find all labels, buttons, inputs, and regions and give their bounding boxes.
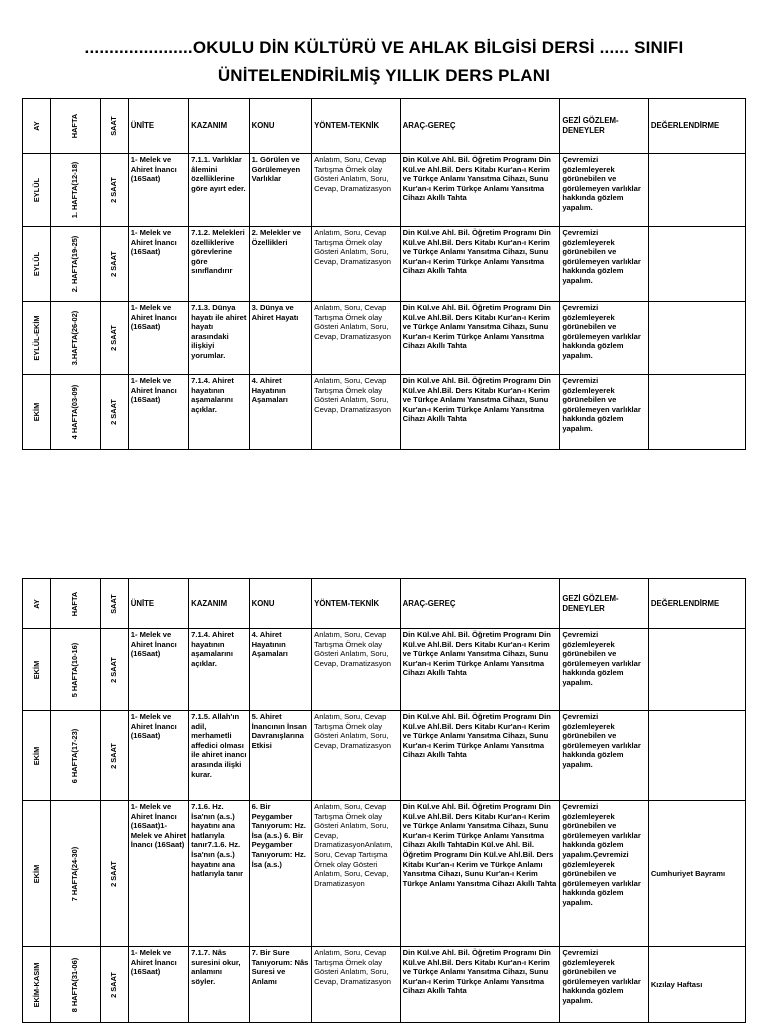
header-arac: ARAÇ-GEREÇ [400,579,560,629]
materials-cell: Din Kül.ve Ahl. Bil. Öğretim Programı Din Kül.ve Ahl.Bil. Ders Kitabı Kur'an-ı Kerim ve Türkçe Anlamı Yansıtma Cihazı, Sunu Kur'an-ı Kerim Türkçe Anlamı Yansıtma Cihazı Akıllı Tahta [400,375,560,450]
document-title: ......................OKULU DİN KÜLTÜRÜ VE AHLAK BİLGİSİ DERSİ ...... SINIFI [84,38,684,57]
method-cell: Anlatım, Soru, Cevap Tartışma Örnek olay Gösteri Anlatım, Soru, Cevap, DramatizasyonAnlatım, Soru, Cevap Tartışma Örnek olay Gösteri Anlatım, Soru, Cevap, Dramatizasyon [312,801,400,947]
unit-cell: 1- Melek ve Ahiret İnancı (16Saat) [128,629,188,711]
topic-cell: 7. Bir Sure Tanıyorum: Nâs Suresi ve Anlamı [249,947,312,1023]
outcome-cell: 7.1.2. Melekleri özelliklerive görevlerine göre sınıflandırır [189,227,249,302]
week-cell: 1. HAFTA(12-18) [51,154,101,227]
materials-cell: Din Kül.ve Ahl. Bil. Öğretim Programı Din Kül.ve Ahl.Bil. Ders Kitabı Kur'an-ı Kerim ve Türkçe Anlamı Yansıtma Cihazı, Sunu Kur'an-ı Kerim Türkçe Anlamı Yansıtma Cihazı Akıllı Tahta [400,711,560,801]
method-cell: Anlatım, Soru, Cevap Tartışma Örnek olay Gösteri Anlatım, Soru, Cevap, Dramatizasyon [312,947,400,1023]
table-row [23,801,746,947]
outcome-cell: 7.1.7. Nâs suresini okur, anlamını söyler. [189,947,249,1023]
month-cell: EKİM [23,629,51,711]
method-cell: Anlatım, Soru, Cevap Tartışma Örnek olay Gösteri Anlatım, Soru, Cevap, Dramatizasyon [312,629,400,711]
hours-cell: 2 SAAT [100,302,128,375]
hours-cell: 2 SAAT [100,375,128,450]
method-cell: Anlatım, Soru, Cevap Tartışma Örnek olay Gösteri Anlatım, Soru, Cevap, Dramatizasyon [312,302,400,375]
observation-cell: Çevremizi gözlemleyerek görünebilen ve görülemeyen varlıklar hakkında gözlem yapalım. [560,302,648,375]
unit-cell: 1- Melek ve Ahiret İnancı (16Saat) [128,711,188,801]
topic-cell: 6. Bir Peygamber Tanıyorum: Hz. İsa (a.s.) 6. Bir Peygamber Tanıyorum: Hz. İsa (a.s.) [249,801,312,947]
outcome-cell: 7.1.5. Allah'ın adil, merhametli affedici olması ile ahiret inancı arasında ilişki kurar. [189,711,249,801]
header-kazanim: KAZANIM [189,579,249,629]
topic-cell: 4. Ahiret Hayatının Aşamaları [249,629,312,711]
hours-cell: 2 SAAT [100,154,128,227]
unit-cell: 1- Melek ve Ahiret İnancı (16Saat) [128,947,188,1023]
header-hafta: HAFTA [51,579,101,629]
table-header-row [23,579,746,629]
evaluation-cell [648,629,745,711]
observation-cell: Çevremizi gözlemleyerek görünebilen ve görülemeyen varlıklar hakkında gözlem yapalım.Çevremizi gözlemleyerek görünebilen ve görülemeyen varlıklar hakkında gözlem yapalım. [560,801,648,947]
header-gezi: GEZİ GÖZLEM-DENEYLER [560,99,648,154]
header-arac: ARAÇ-GEREÇ [400,99,560,154]
header-gezi: GEZİ GÖZLEM-DENEYLER [560,579,648,629]
hours-cell: 2 SAAT [100,629,128,711]
evaluation-cell [648,302,745,375]
hours-cell: 2 SAAT [100,227,128,302]
header-unite: ÜNİTE [128,99,188,154]
materials-cell: Din Kül.ve Ahl. Bil. Öğretim Programı Din Kül.ve Ahl.Bil. Ders Kitabı Kur'an-ı Kerim ve Türkçe Anlamı Yansıtma Cihazı, Sunu Kur'an-ı Kerim Türkçe Anlamı Yansıtma Cihazı Akıllı Tahta [400,302,560,375]
table-header-row [23,99,746,154]
week-cell: 6 HAFTA(17-23) [51,711,101,801]
table-row [23,375,746,450]
evaluation-cell [648,227,745,302]
week-cell: 4 HAFTA(03-09) [51,375,101,450]
week-cell: 2. HAFTA(19-25) [51,227,101,302]
month-cell: EKİM [23,375,51,450]
table-row [23,227,746,302]
month-cell: EYLÜL [23,154,51,227]
outcome-cell: 7.1.6. Hz. İsa'nın (a.s.) hayatını ana hatlarıyla tanır7.1.6. Hz. İsa'nın (a.s.) hayatını ana hatlarıyla tanır [189,801,249,947]
week-cell: 8 HAFTA(31-06) [51,947,101,1023]
method-cell: Anlatım, Soru, Cevap Tartışma Örnek olay Gösteri Anlatım, Soru, Cevap, Dramatizasyon [312,154,400,227]
table-row [23,947,746,1023]
table-row [23,154,746,227]
document-subtitle: ÜNİTELENDİRİLMİŞ YILLIK DERS PLANI [217,66,551,85]
week-cell: 7 HAFTA(24-30) [51,801,101,947]
observation-cell: Çevremizi gözlemleyerek görünebilen ve görülemeyen varlıklar hakkında gözlem yapalım. [560,629,648,711]
materials-cell: Din Kül.ve Ahl. Bil. Öğretim Programı Din Kül.ve Ahl.Bil. Ders Kitabı Kur'an-ı Kerim ve Türkçe Anlamı Yansıtma Cihazı, Sunu Kur'an-ı Kerim Türkçe Anlamı Yansıtma Cihazı Akıllı Tahta [400,947,560,1023]
hours-cell: 2 SAAT [100,711,128,801]
evaluation-cell [648,375,745,450]
header-unite: ÜNİTE [128,579,188,629]
evaluation-cell [648,154,745,227]
topic-cell: 2. Melekler ve Özellikleri [249,227,312,302]
header-konu: KONU [249,579,312,629]
header-yontem: YÖNTEM-TEKNİK [312,579,400,629]
observation-cell: Çevremizi gözlemleyerek görünebilen ve görülemeyen varlıklar hakkında gözlem yapalım. [560,375,648,450]
month-cell: EKİM [23,711,51,801]
header-ay: AY [23,579,51,629]
header-saat: SAAT [100,99,128,154]
outcome-cell: 7.1.3. Dünya hayatı ile ahiret hayatı arasındaki ilişkiyi yorumlar. [189,302,249,375]
plan-table-2 [22,578,746,1023]
month-cell: EYLÜL-EKİM [23,302,51,375]
header-kazanim: KAZANIM [189,99,249,154]
hours-cell: 2 SAAT [100,801,128,947]
evaluation-cell [648,711,745,801]
materials-cell: Din Kül.ve Ahl. Bil. Öğretim Programı Din Kül.ve Ahl.Bil. Ders Kitabı Kur'an-ı Kerim ve Türkçe Anlamı Yansıtma Cihazı, Sunu Kur'an-ı Kerim Türkçe Anlamı Yansıtma Cihazı Akıllı Tahta [400,629,560,711]
header-degerlendirme: DEĞERLENDİRME [648,579,745,629]
header-saat: SAAT [100,579,128,629]
month-cell: EKİM-KASIM [23,947,51,1023]
table-row [23,711,746,801]
method-cell: Anlatım, Soru, Cevap Tartışma Örnek olay Gösteri Anlatım, Soru, Cevap, Dramatizasyon [312,711,400,801]
table-row [23,629,746,711]
method-cell: Anlatım, Soru, Cevap Tartışma Örnek olay Gösteri Anlatım, Soru, Cevap, Dramatizasyon [312,375,400,450]
outcome-cell: 7.1.4. Ahiret hayatının aşamalarını açıklar. [189,375,249,450]
week-cell: 3.HAFTA(26-02) [51,302,101,375]
unit-cell: 1- Melek ve Ahiret İnancı (16Saat) [128,302,188,375]
topic-cell: 1. Görülen ve Görülemeyen Varlıklar [249,154,312,227]
observation-cell: Çevremizi gözlemleyerek görünebilen ve görülemeyen varlıklar hakkında gözlem yapalım. [560,227,648,302]
plan-table-1 [22,98,746,450]
hours-cell: 2 SAAT [100,947,128,1023]
topic-cell: 3. Dünya ve Ahiret Hayatı [249,302,312,375]
observation-cell: Çevremizi gözlemleyerek görünebilen ve görülemeyen varlıklar hakkında gözlem yapalım. [560,947,648,1023]
header-hafta: HAFTA [51,99,101,154]
topic-cell: 5. Ahiret İnancının İnsan Davranışlarına Etkisi [249,711,312,801]
table-row [23,302,746,375]
unit-cell: 1- Melek ve Ahiret İnancı (16Saat) [128,154,188,227]
materials-cell: Din Kül.ve Ahl. Bil. Öğretim Programı Din Kül.ve Ahl.Bil. Ders Kitabı Kur'an-ı Kerim ve Türkçe Anlamı Yansıtma Cihazı, Sunu Kur'an-ı Kerim Türkçe Anlamı Yansıtma Cihazı Akıllı Tahta [400,154,560,227]
topic-cell: 4. Ahiret Hayatının Aşamaları [249,375,312,450]
header-yontem: YÖNTEM-TEKNİK [312,99,400,154]
observation-cell: Çevremizi gözlemleyerek görünebilen ve görülemeyen varlıklar hakkında gözlem yapalım. [560,154,648,227]
month-cell: EKİM [23,801,51,947]
month-cell: EYLÜL [23,227,51,302]
materials-cell: Din Kül.ve Ahl. Bil. Öğretim Programı Din Kül.ve Ahl.Bil. Ders Kitabı Kur'an-ı Kerim ve Türkçe Anlamı Yansıtma Cihazı, Sunu Kur'an-ı Kerim Türkçe Anlamı Yansıtma Cihazı Akıllı TahtaDin Kül.ve Ahl. Bil. Öğretim Programı Din Kül.ve Ahl.Bil. Ders Kitabı Kur'an-ı Kerim ve Türkçe Anlamı Yansıtma Cihazı, Sunu Kur'an-ı Kerim Türkçe Anlamı Yansıtma Cihazı Akıllı Tahta [400,801,560,947]
observation-cell: Çevremizi gözlemleyerek görünebilen ve görülemeyen varlıklar hakkında gözlem yapalım. [560,711,648,801]
materials-cell: Din Kül.ve Ahl. Bil. Öğretim Programı Din Kül.ve Ahl.Bil. Ders Kitabı Kur'an-ı Kerim ve Türkçe Anlamı Yansıtma Cihazı, Sunu Kur'an-ı Kerim Türkçe Anlamı Yansıtma Cihazı Akıllı Tahta [400,227,560,302]
header-degerlendirme: DEĞERLENDİRME [648,99,745,154]
unit-cell: 1- Melek ve Ahiret İnancı (16Saat) [128,375,188,450]
evaluation-cell: Cumhuriyet Bayramı [648,801,745,947]
method-cell: Anlatım, Soru, Cevap Tartışma Örnek olay Gösteri Anlatım, Soru, Cevap, Dramatizasyon [312,227,400,302]
header-ay: AY [23,99,51,154]
header-konu: KONU [249,99,312,154]
unit-cell: 1- Melek ve Ahiret İnancı (16Saat)1-Melek ve Ahiret İnancı (16Saat) [128,801,188,947]
outcome-cell: 7.1.4. Ahiret hayatının aşamalarını açıklar. [189,629,249,711]
week-cell: 5 HAFTA(10-16) [51,629,101,711]
outcome-cell: 7.1.1. Varlıklar âlemini özelliklerine göre ayırt eder. [189,154,249,227]
unit-cell: 1- Melek ve Ahiret İnancı (16Saat) [128,227,188,302]
evaluation-cell: Kızılay Haftası [648,947,745,1023]
